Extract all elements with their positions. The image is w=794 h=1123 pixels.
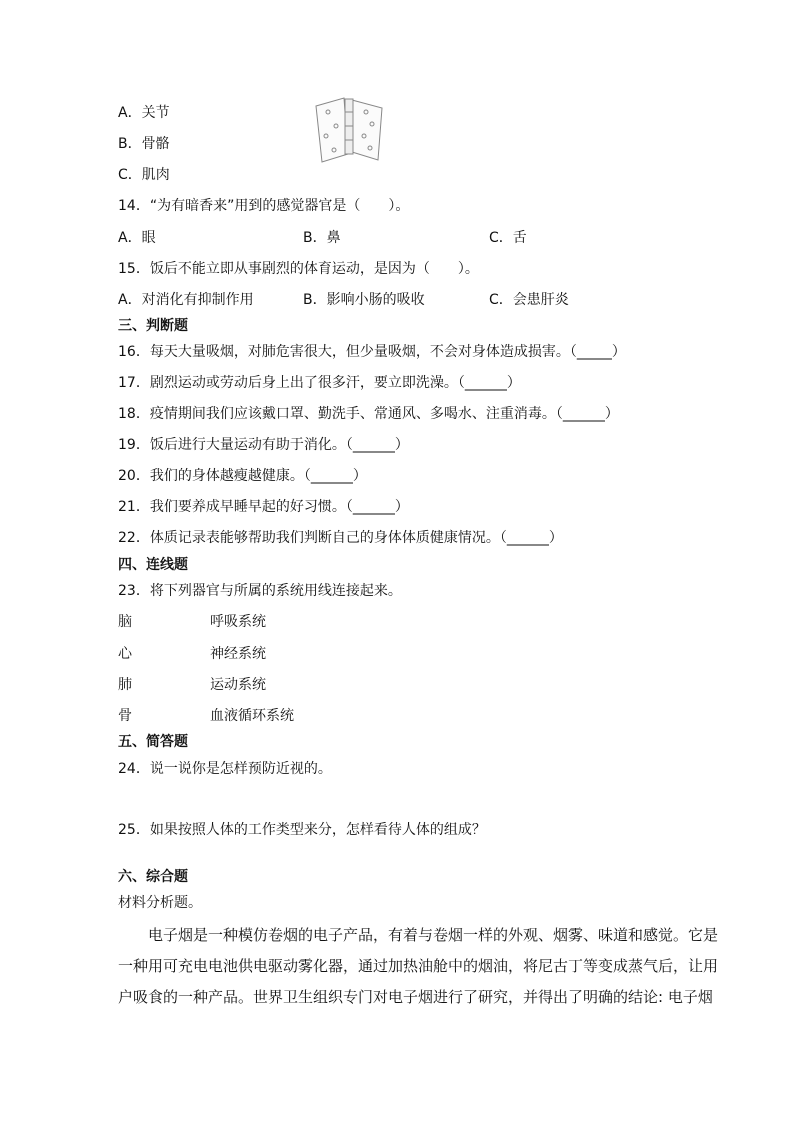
q15-option-a: A．对消化有抑制作用: [118, 292, 254, 308]
section3-title: 三、判断题: [118, 318, 188, 334]
passage-line-1: 电子烟是一种模仿卷烟的电子产品，有着与卷烟一样的外观、烟雾、味道和感觉。它是: [148, 926, 719, 944]
door-hinge-illustration: [312, 96, 386, 164]
system-nervous: 神经系统: [210, 646, 266, 662]
q15-stem: 15．饭后不能立即从事剧烈的体育运动，是因为（ ）。: [118, 261, 479, 277]
q14-stem: 14．“为有暗香来”用到的感觉器官是（ ）。: [118, 198, 410, 214]
system-respiratory: 呼吸系统: [210, 614, 266, 630]
q16: 16．每天大量吸烟，对肺危害很大，但少量吸烟，不会对身体造成损害。（_____）: [118, 344, 626, 360]
q19: 19．饭后进行大量运动有助于消化。（______）: [118, 437, 409, 453]
system-circulatory: 血液循环系统: [210, 708, 294, 724]
section4-title: 四、连线题: [118, 557, 188, 573]
q15-option-b: B．影响小肠的吸收: [303, 292, 425, 308]
system-motor: 运动系统: [210, 677, 266, 693]
q21: 21．我们要养成早睡早起的好习惯。（______）: [118, 499, 409, 515]
q25: 25．如果按照人体的工作类型来分，怎样看待人体的组成？: [118, 822, 486, 838]
q23-stem: 23．将下列器官与所属的系统用线连接起来。: [118, 583, 402, 599]
section5-title: 五、简答题: [118, 734, 188, 750]
q18: 18．疫情期间我们应该戴口罩、勤洗手、常通风、多喝水、注重消毒。（______）: [118, 406, 619, 422]
organ-brain: 脑: [118, 614, 132, 630]
q22: 22．体质记录表能够帮助我们判断自己的身体体质健康情况。（______）: [118, 530, 563, 546]
passage-line-3: 户吸食的一种产品。世界卫生组织专门对电子烟进行了研究，并得出了明确的结论: 电子烟: [118, 988, 713, 1006]
q13-option-b: B．骨骼: [118, 136, 170, 152]
q13-option-c: C．肌肉: [118, 167, 170, 183]
organ-heart: 心: [118, 646, 132, 662]
q13-option-a: A．关节: [118, 105, 170, 121]
q14-option-c: C．舌: [489, 230, 527, 246]
q14-option-b: B．鼻: [303, 230, 341, 246]
q17: 17．剧烈运动或劳动后身上出了很多汗，要立即洗澡。（______）: [118, 375, 521, 391]
organ-bone: 骨: [118, 708, 132, 724]
section6-title: 六、综合题: [118, 869, 188, 885]
q20: 20．我们的身体越瘦越健康。（______）: [118, 468, 367, 484]
q24: 24．说一说你是怎样预防近视的。: [118, 761, 332, 777]
section6-subtitle: 材料分析题。: [118, 895, 202, 911]
q14-option-a: A．眼: [118, 230, 156, 246]
q15-option-c: C．会患肝炎: [489, 292, 569, 308]
passage-line-2: 一种用可充电电池供电驱动雾化器，通过加热油舱中的烟油，将尼古丁等变成蒸气后，让用: [118, 957, 719, 975]
organ-lung: 肺: [118, 677, 132, 693]
